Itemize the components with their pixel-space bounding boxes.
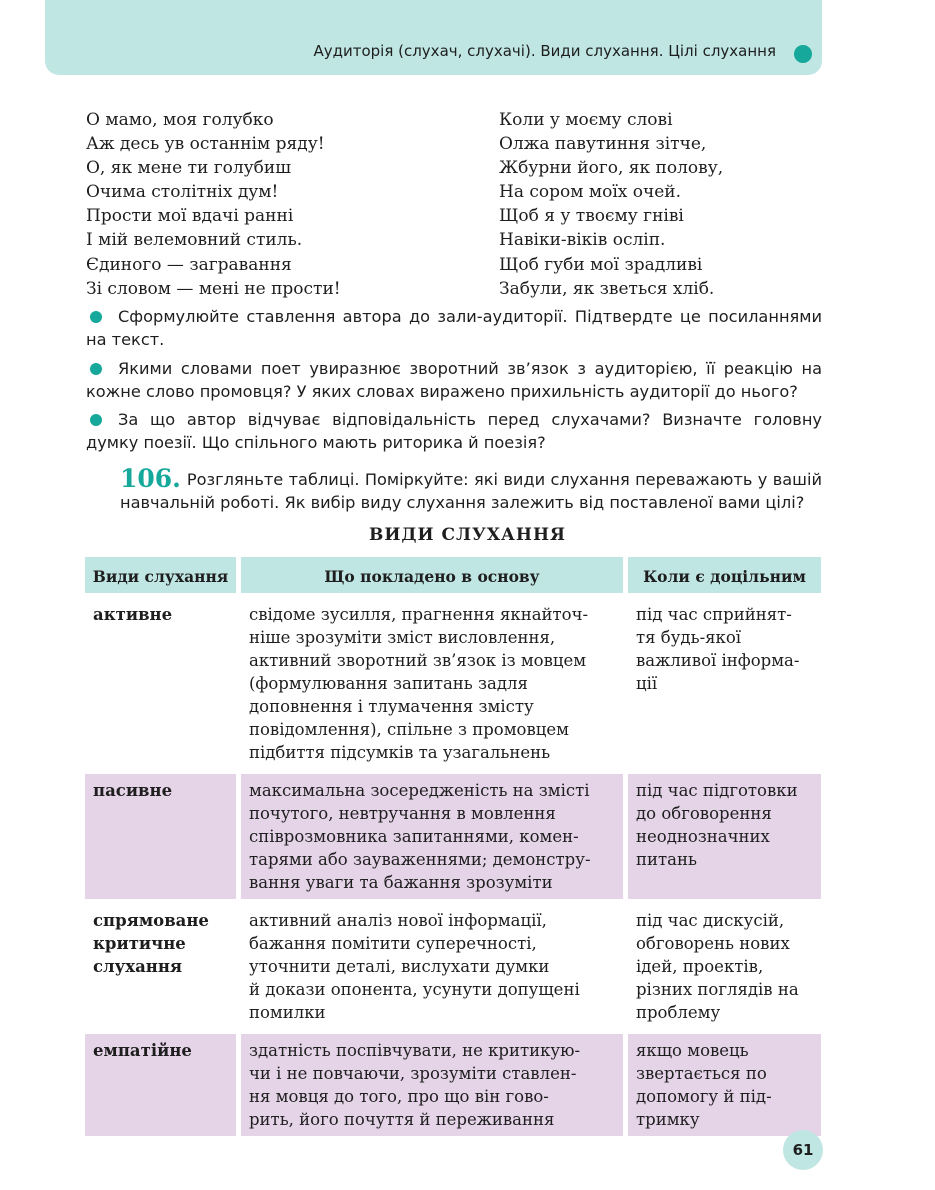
table-row — [85, 904, 821, 1029]
cell-line: почутого, невтручання в мовлення — [249, 804, 556, 823]
cell-line: тримку — [636, 1110, 700, 1129]
running-header-title: Аудиторія (слухач, слухачі). Види слухання. Цілі слухання — [313, 42, 776, 60]
table-row — [85, 1034, 821, 1136]
cell-line: спрямоване — [93, 911, 209, 930]
cell-line: під час дискусій, — [636, 911, 785, 930]
when-cell — [628, 598, 821, 769]
poem-column-right — [499, 108, 723, 301]
poem-line: Очима столітніх дум! — [86, 182, 279, 203]
poem-line: Жбурни його, як полову, — [499, 158, 724, 179]
poem-line: Прости мої вдачі ранні — [86, 206, 294, 227]
listening-type-cell — [85, 904, 236, 1029]
cell-line: звертається по — [636, 1064, 767, 1083]
cell-line: ідей, проектів, — [636, 957, 764, 976]
cell-line: повідомлення), спільне з промовцем — [249, 720, 569, 739]
cell-line: різних поглядів на — [636, 980, 799, 999]
bullet-icon — [90, 414, 102, 426]
poem-line: Щоб губи мої зрадливі — [499, 254, 703, 275]
page-number: 61 — [783, 1130, 823, 1170]
cell-line: активне — [93, 605, 173, 624]
cell-line: ніше зрозуміти зміст висловлення, — [249, 628, 556, 647]
header-bullet-icon — [794, 45, 812, 63]
cell-line: підбиття підсумків та узагальнень — [249, 743, 551, 762]
question-item — [86, 408, 822, 454]
question-text: Сформулюйте ставлення автора до зали-аудиторії. Підтвердте це посиланнями на текст. — [86, 307, 822, 349]
cell-line: чи і не повчаючи, зрозуміти ставлен- — [249, 1064, 577, 1083]
task-number: 106. — [120, 464, 181, 493]
bullet-icon — [90, 363, 102, 375]
cell-line: питань — [636, 850, 697, 869]
poem-line: О, як мене ти голубиш — [86, 158, 292, 179]
when-cell — [628, 904, 821, 1029]
poem-line: Єдиного — загравання — [86, 254, 292, 275]
basis-cell — [241, 774, 623, 899]
cell-line: проблему — [636, 1003, 721, 1022]
cell-line: до обговорення — [636, 804, 772, 823]
cell-line: ції — [636, 674, 658, 693]
cell-line: тарями або зауваженнями; демонстру- — [249, 850, 591, 869]
poem-line: Олжа павутиння зітче, — [499, 134, 707, 155]
poem-line: Зі словом — мені не прости! — [86, 278, 341, 299]
when-cell — [628, 1034, 821, 1136]
cell-line: під час підготовки — [636, 781, 798, 800]
poem-line: Коли у моєму слові — [499, 110, 673, 130]
column-header: Коли є доцільним — [628, 557, 821, 593]
cell-line: уточнити деталі, вислухати думки — [249, 957, 550, 976]
cell-line: важливої інформа- — [636, 651, 800, 670]
table-title: ВИДИ СЛУХАННЯ — [368, 525, 567, 545]
question-item — [86, 357, 822, 403]
listening-types-table — [85, 557, 821, 1141]
cell-line: співрозмовника запитаннями, комен- — [249, 827, 579, 846]
cell-line: бажання помітити суперечності, — [249, 934, 537, 953]
running-header — [45, 0, 822, 75]
cell-line: рить, його почуття й переживання — [249, 1110, 555, 1129]
cell-line: активний зворотний зв’язок із мовцем — [249, 651, 587, 670]
cell-line: тя будь-якої — [636, 628, 742, 647]
task-106 — [120, 464, 822, 514]
basis-cell — [241, 598, 623, 769]
cell-line: критичне — [93, 934, 186, 953]
table-row — [85, 598, 821, 769]
poem-line: На сором моїх очей. — [499, 182, 682, 203]
task-text: Розгляньте таблиці. Поміркуйте: які види слухання переважають у вашій навчальній роботі. Як вибір виду слухання залежить від поставленої вами цілі? — [120, 470, 822, 512]
cell-line: під час сприйнят- — [636, 605, 792, 624]
basis-cell — [241, 1034, 623, 1136]
cell-line: слухання — [93, 957, 183, 976]
cell-line: ня мовця до того, про що він гово- — [249, 1087, 549, 1106]
cell-line: здатність поспівчувати, не критикую- — [249, 1041, 581, 1060]
cell-line: доповнення і тлумачення змісту — [249, 697, 534, 716]
poem-line: Забули, як зветься хліб. — [499, 278, 715, 299]
table-header-row — [85, 557, 821, 593]
poem-column-left — [86, 108, 341, 301]
cell-line: емпатійне — [93, 1041, 192, 1060]
when-cell — [628, 774, 821, 899]
question-item — [86, 305, 822, 351]
cell-line: максимальна зосередженість на змісті — [249, 781, 590, 800]
cell-line: обговорень нових — [636, 934, 790, 953]
cell-line: активний аналіз нової інформації, — [249, 911, 547, 930]
column-header: Що покладено в основу — [241, 557, 623, 593]
cell-line: пасивне — [93, 781, 173, 800]
listening-type-cell — [85, 1034, 236, 1136]
cell-line: (формулювання запитань задля — [249, 674, 528, 693]
cell-line: неоднозначних — [636, 827, 770, 846]
listening-type-cell — [85, 774, 236, 899]
poem-line: Навіки-віків осліп. — [499, 230, 666, 251]
cell-line: допомогу й під- — [636, 1087, 772, 1106]
poem-line: Аж десь ув останнім ряду! — [86, 134, 325, 155]
question-text: За що автор відчуває відповідальність перед слухачами? Визначте головну думку поезії. Що спільного мають риторика й поезія? — [86, 410, 822, 452]
cell-line: якщо мовець — [636, 1041, 749, 1060]
table-row — [85, 774, 821, 899]
column-header: Види слухання — [85, 557, 236, 593]
cell-line: свідоме зусилля, прагнення якнайточ- — [249, 605, 589, 624]
bullet-icon — [90, 311, 102, 323]
cell-line: помилки — [249, 1003, 326, 1022]
cell-line: й докази опонента, усунути допущені — [249, 980, 580, 999]
basis-cell — [241, 904, 623, 1029]
listening-type-cell — [85, 598, 236, 769]
question-text: Якими словами поет увиразнює зворотний зв’язок з аудиторією, її реакцію на кожне слово промовця? У яких словах виражено прихильність аудиторії до нього? — [86, 359, 822, 401]
poem-line: Щоб я у твоєму гніві — [499, 206, 684, 227]
cell-line: вання уваги та бажання зрозуміти — [249, 873, 553, 892]
poem-line: І мій велемовний стиль. — [86, 230, 303, 251]
poem-line: О мамо, моя голубко — [86, 110, 274, 130]
